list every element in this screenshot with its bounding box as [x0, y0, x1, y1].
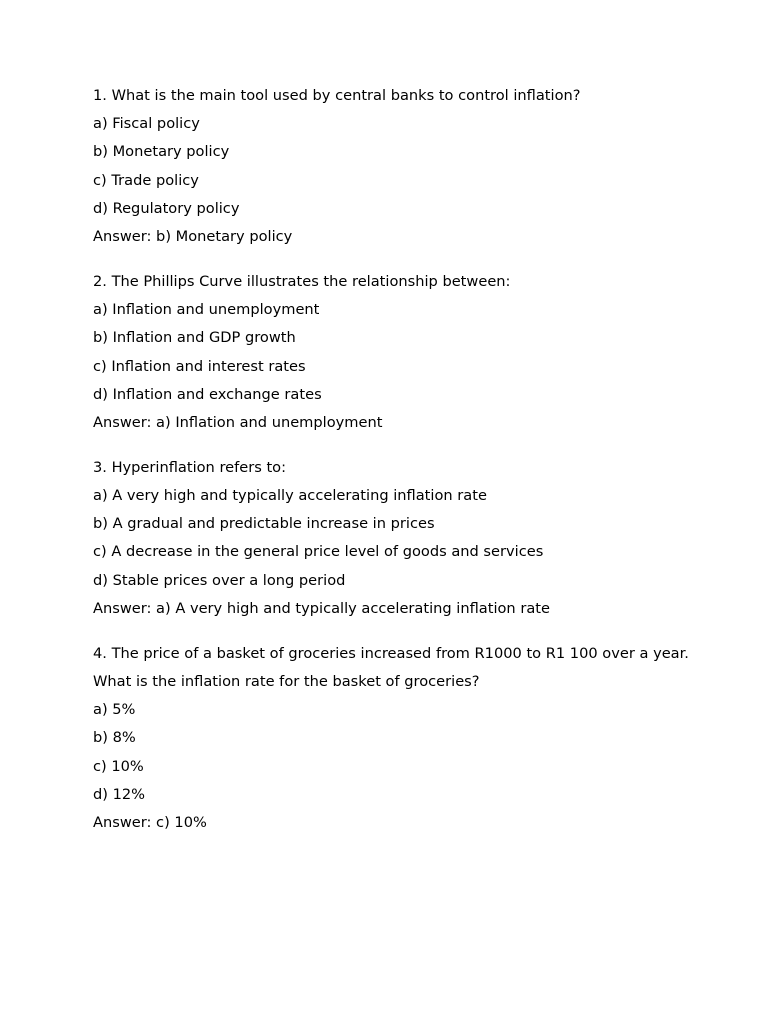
- option-a: a) 5%: [93, 701, 136, 719]
- option-b: b) Inflation and GDP growth: [93, 329, 296, 347]
- question-3: [93, 459, 693, 617]
- answer-text: Answer: b) Monetary policy: [93, 227, 293, 245]
- option-d: d) 12%: [93, 785, 146, 803]
- option-b: b) Monetary policy: [93, 143, 230, 161]
- question-prompt: 2. The Phillips Curve illustrates the relationship between:: [93, 272, 511, 290]
- question-prompt: 4. The price of a basket of groceries increased from R1000 to R1 100 over a year.: [93, 644, 689, 662]
- question-4: [93, 645, 693, 831]
- option-c: c) Inflation and interest rates: [93, 357, 306, 375]
- option-d: d) Regulatory policy: [93, 199, 240, 217]
- answer-text: Answer: a) A very high and typically accelerating inflation rate: [93, 599, 550, 617]
- option-d: d) Stable prices over a long period: [93, 571, 346, 589]
- option-a: a) Fiscal policy: [93, 115, 200, 133]
- option-b: b) 8%: [93, 729, 136, 747]
- question-prompt: 1. What is the main tool used by central banks to control inflation?: [93, 87, 581, 104]
- option-c: c) Trade policy: [93, 171, 199, 189]
- option-a: a) A very high and typically accelerating inflation rate: [93, 487, 487, 505]
- option-a: a) Inflation and unemployment: [93, 301, 320, 319]
- question-prompt: 3. Hyperinflation refers to:: [93, 458, 287, 476]
- option-c: c) A decrease in the general price level of goods and services: [93, 543, 544, 561]
- answer-text: Answer: a) Inflation and unemployment: [93, 413, 383, 431]
- question-1: [93, 87, 693, 245]
- document-page: [93, 87, 693, 842]
- option-d: d) Inflation and exchange rates: [93, 385, 322, 403]
- option-b: b) A gradual and predictable increase in prices: [93, 515, 435, 533]
- option-c: c) 10%: [93, 757, 144, 775]
- answer-text: Answer: c) 10%: [93, 813, 207, 831]
- question-2: [93, 273, 693, 431]
- question-prompt-continued: What is the inflation rate for the basket of groceries?: [93, 673, 480, 690]
